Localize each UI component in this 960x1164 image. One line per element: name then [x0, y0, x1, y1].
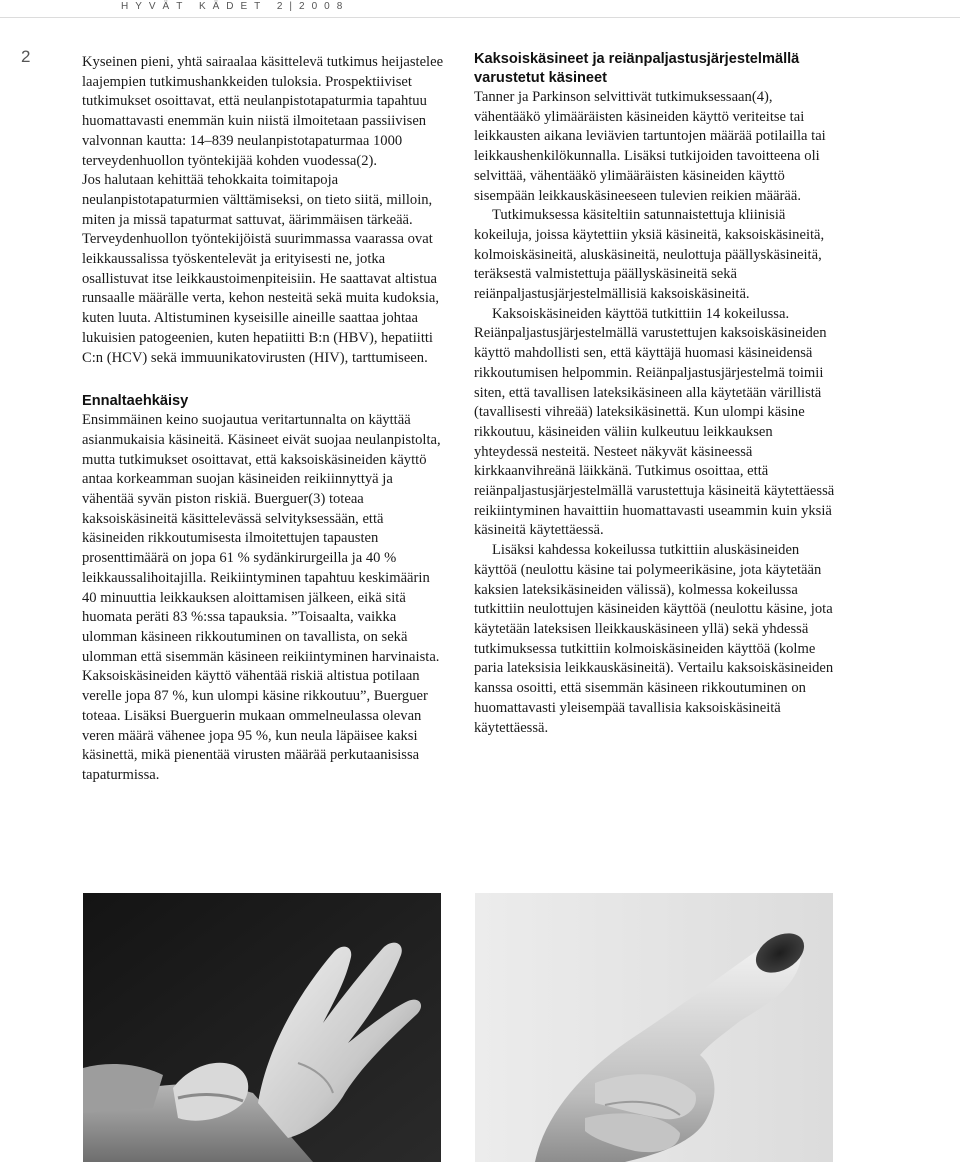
- right-paragraph-3: Kaksoiskäsineiden käyttöä tutkittiin 14 kokeilussa. Reiänpaljastusjärjestelmällä varustettujen kaksoiskäsineiden käyttö mahdollisti sen, että käyttäjä huomasi käsineidensä rikkoutumisen helpommin. Reiänpaljastusjärjestelmä toimii siten, että tavallisen lateksikäsineen alla käytetään värillistä (tavallisesti vihreää) lateksikäsinettä. Kun ulompi käsine rikkoutuu, käsineiden väliin kulkeutuu leikkauksen yhteydessä nesteitä. Nesteet näkyvät käsineessä kirkkaanvihreänä läikkänä. Tutkimus osoittaa, että reiänpaljastusjärjestelmällä varustettuja käsineitä käytettäessä reikiintyminen havaittiin huomattavasti useammin kuin yksiä käsineitä käytettäessä.: [474, 305, 835, 539]
- left-paragraph-3: Ensimmäinen keino suojautua veritartunnalta on käyttää asianmukaisia käsineitä. Käsineet eivät suojaa neulanpistolta, mutta tutkimukset osoittavat, että kaksoiskäsineiden käyttö antaa korkeamman suojan käsineiden reikiinnyttyä ja vähentää syvän piston riskiä. Buerguer(3) toteaa kaksoiskäsineitä käsittelevässä selvityksessään, että käsineiden rikkoutumisesta ilmoitettujen tapausten prosenttimäärä on jopa 61 % sydänkirurgeilla ja 40 % leikkaussalihoitajilla. Reikiintyminen tapahtuu keskimäärin 40 minuuttia leikkauksen aloittamisen jälkeen, eikä sitä huomata peräti 83 %:ssa tapauksia. ”Toisaalta, vaikka ulomman käsineen rikkoutuminen on tavallista, on sekä ulomman että sisemmän käsineen reikiintyminen harvinaista. Kaksoiskäsineiden käyttö vähentää riskiä altistua potilaan verelle jopa 87 %, kun ulompi käsine rikkoutuu”, Buerguer toteaa. Lisäksi Buerguerin mukaan ommelneulassa olevan veren määrä vähenee jopa 95 %, kun neula läpäisee kaksi käsinettä, mikä pienentää virusten määrää perkutaanisissa tapaturmissa.: [82, 412, 441, 783]
- right-paragraph-4: Lisäksi kahdessa kokeilussa tutkittiin aluskäsineiden käyttöä (neulottu käsine tai polymeerikäsine, jota käytetään kaksien lateksikäsineiden välissä), kolmessa kokeilussa tutkittiin neulottujen käsineiden käyttöä (neulottu käsine, jota käytetään lateksisen lleikkauskäsineen yllä) sekä yhdessä tutkimuksessa tutkittiin kolmoiskäsineiden käyttöä (kolme paria lateksisia leikkauskäsineitä). Vertailu kaksoiskäsineiden kanssa osoitti, että sisemmän käsineen rikkoutuminen on huomattavasti yleisempää tavallisia kaksoiskäsineitä käytettäessä.: [474, 542, 834, 736]
- left-paragraph-2: Jos halutaan kehittää tehokkaita toimitapoja neulanpistotapaturmien välttämiseksi, on tieto siitä, milloin, miten ja missä tapaturmat sattuvat, äärimmäisen tärkeää. Terveydenhuollon työntekijöistä suurimmassa vaarassa ovat leikkaussalissa työskentelevät ja erityisesti ne, jotka osallistuvat itse leikkaustoimenpiteisiin. He saattavat altistua runsaalle määrälle verta, kehon nesteitä sekä muita kudoksia, kuten luuta. Altistuminen kyseisille aineille saattaa johtaa lukuisien patogeenien, kuten hepatiitti B:n (HBV), hepatiitti C:n (HCV) sekä immuunikatovirusten (HIV), tarttumiseen.: [82, 172, 440, 366]
- section-heading-kaksoiskasineet: Kaksoiskäsineet ja reiänpaljastusjärjestelmällä varustetut käsineet: [474, 51, 800, 86]
- right-paragraph-2: Tutkimuksessa käsiteltiin satunnaistettuja kliinisiä kokeiluja, joissa käytettiin yksiä käsineitä, kaksoiskäsineitä, kolmoiskäsineitä, aluskäsineitä, neulottuja päällyskäsineitä, teräksestä valmistettuja päällyskäsineitä sekä reiänpaljastusjärjestelmällisiä kaksoiskäsineitä.: [474, 207, 825, 303]
- running-header: HYVÄT KÄDET 2|2008: [121, 1, 350, 12]
- right-paragraph-1: Tanner ja Parkinson selvittivät tutkimuksessaan(4), vähentääkö ylimääräisten käsineiden käyttö veriteitse tai leikkausten aikana leviävien tartuntojen määrää potilailla tai leikkaushenkilökunnalla. Lisäksi tutkijoiden tavoitteena oli selvittää, vähentääkö ylimääräisten käsineiden käyttö sisempään leikkauskäsineeseen tulevien reikien määrää.: [474, 89, 826, 204]
- photo-gloved-finger: [475, 893, 833, 1162]
- left-paragraph-1: Kyseinen pieni, yhtä sairaalaa käsittelevä tutkimus heijastelee laajempien tutkimushankkeiden tuloksia. Prospektiiviset tutkimukset osoittavat, että neulanpistotapaturmia tapahtuu huomattavasti enemmän kuin niistä ilmoitetaan passiivisen valvonnan kautta: 14–839 neulanpistotapaturmaa 1000 terveydenhuollon työntekijää kohden vuodessa(2).: [82, 54, 444, 169]
- header-divider: [0, 17, 960, 18]
- right-column: [474, 50, 836, 738]
- photo-gloving-hands: [83, 893, 441, 1162]
- section-heading-ennaltaehkaisy: Ennaltaehkäisy: [82, 393, 189, 410]
- left-column: [82, 53, 444, 786]
- page-number: 2: [21, 47, 31, 66]
